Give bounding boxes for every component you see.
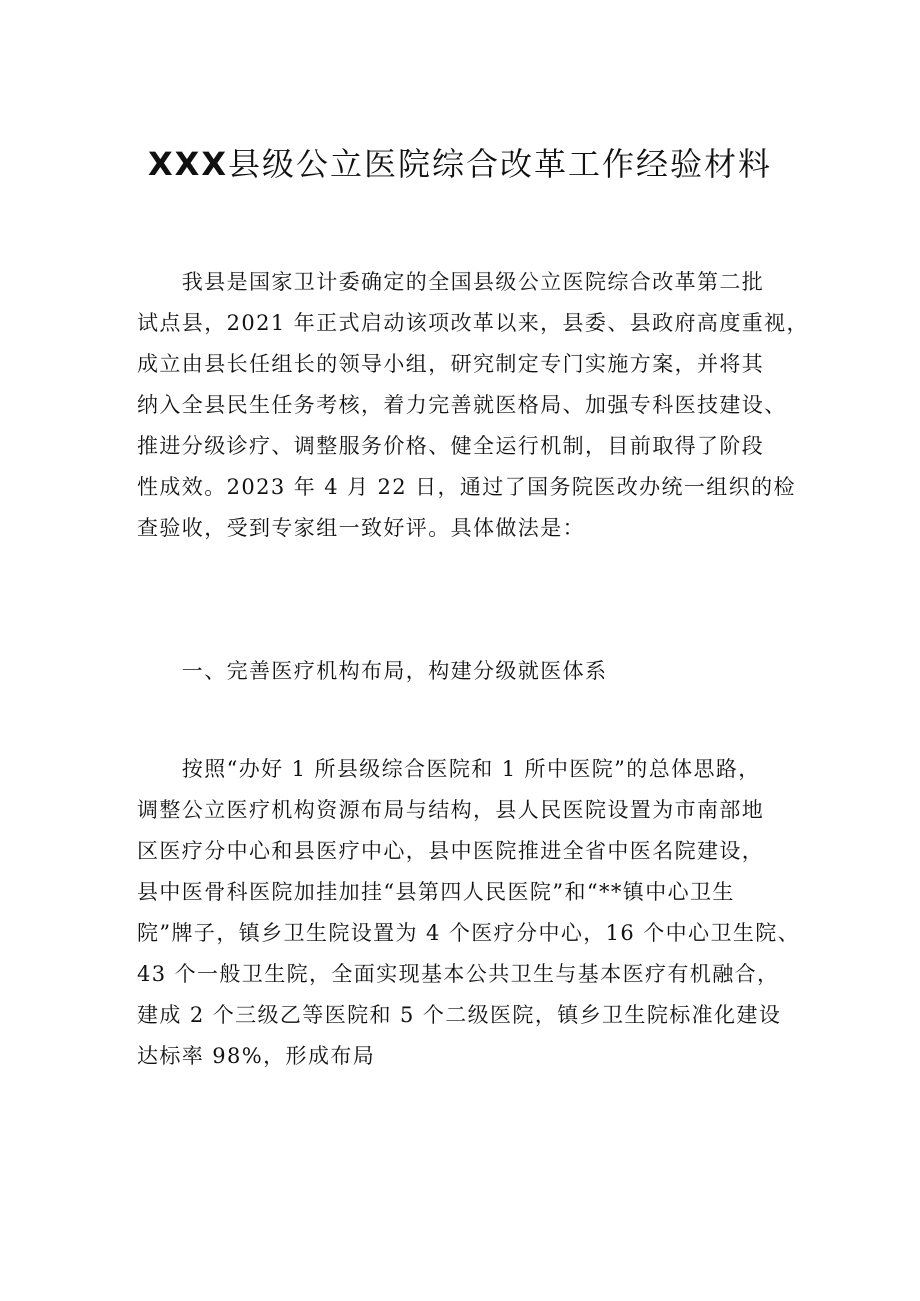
text-line: 43 个一般卫生院，全面实现基本公共卫生与基本医疗有机融合， xyxy=(137,962,780,986)
text-line: 纳入全县民生任务考核，着力完善就医格局、加强专科医技建设、 xyxy=(137,393,787,417)
title-code: XXX xyxy=(147,145,228,183)
document-title xyxy=(0,142,920,186)
text-line: 院”牌子，镇乡卫生院设置为 4 个医疗分中心，16 个中心卫生院、 xyxy=(137,921,801,945)
title-text: 县级公立医院综合改革工作经验材料 xyxy=(228,145,773,183)
paragraph-intro xyxy=(137,262,809,549)
text-line: 我县是国家卫计委确定的全国县级公立医院综合改革第二批 xyxy=(137,270,765,294)
text-line: 区医疗分中心和县医疗中心，县中医院推进全省中医名院建设， xyxy=(137,839,765,863)
text-line: 推进分级诊疗、调整服务价格、健全运行机制，目前取得了阶段 xyxy=(137,434,765,458)
paragraph-layout xyxy=(137,749,801,1077)
text-line: 按照“办好 1 所县级综合医院和 1 所中医院”的总体思路， xyxy=(137,757,761,781)
text-line: 调整公立医疗机构资源布局与结构，县人民医院设置为市南部地 xyxy=(137,798,765,822)
text-line: 建成 2 个三级乙等医院和 5 个二级医院，镇乡卫生院标准化建设 xyxy=(137,1003,782,1027)
section-heading-text: 一、完善医疗机构布局，构建分级就医体系 xyxy=(137,659,608,683)
section-heading xyxy=(137,651,797,692)
text-line: 县中医骨科医院加挂加挂“县第四人民医院”和“**镇中心卫生 xyxy=(137,880,735,904)
text-line: 达标率 98%，形成布局 xyxy=(137,1044,376,1068)
text-line: 查验收，受到专家组一致好评。具体做法是： xyxy=(137,516,585,540)
text-line: 性成效。2023 年 4 月 22 日，通过了国务院医改办统一组织的检 xyxy=(137,475,796,499)
text-line: 试点县，2021 年正式启动该项改革以来，县委、县政府高度重视， xyxy=(137,311,809,335)
text-line: 成立由县长任组长的领导小组，研究制定专门实施方案，并将其 xyxy=(137,352,765,376)
